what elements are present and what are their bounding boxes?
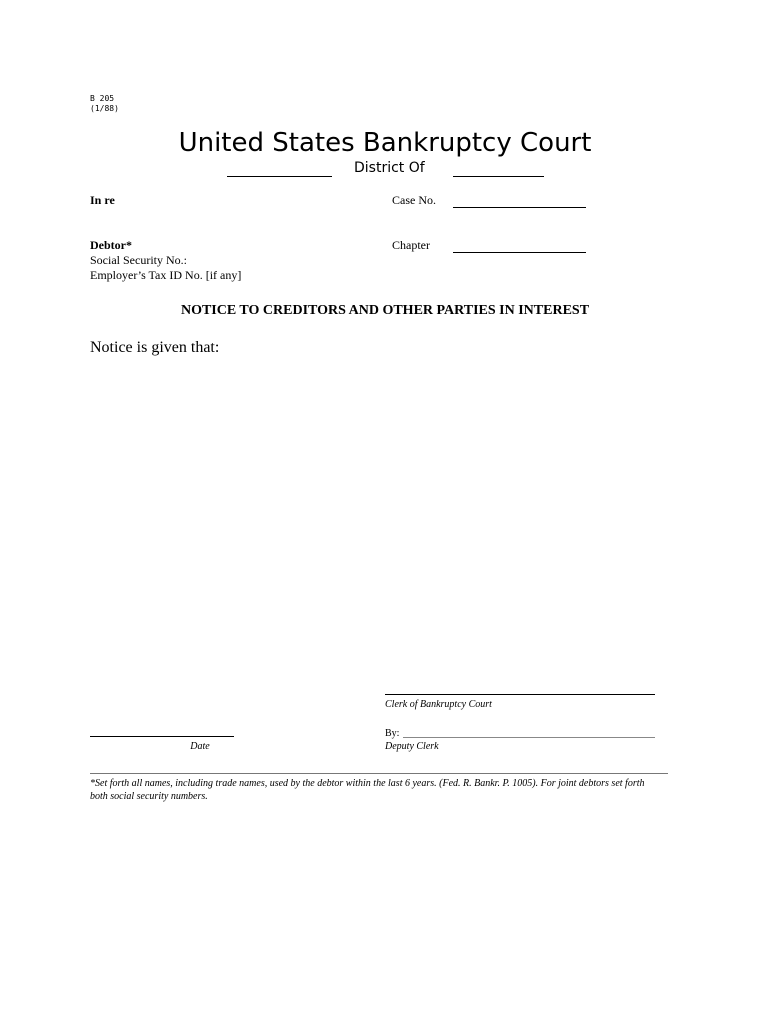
- form-number: B 205: [90, 94, 115, 103]
- deputy-signature-line[interactable]: [403, 737, 655, 738]
- case-no-blank[interactable]: [453, 207, 586, 208]
- date-line[interactable]: [90, 736, 234, 737]
- form-revision: (1/88): [90, 104, 119, 113]
- chapter-label: Chapter: [392, 238, 430, 252]
- chapter-blank[interactable]: [453, 252, 586, 253]
- clerk-label: Clerk of Bankruptcy Court: [385, 699, 492, 710]
- clerk-signature-line[interactable]: [385, 694, 655, 695]
- form-code: [90, 94, 119, 114]
- footnote-divider: [90, 773, 668, 774]
- district-label: District Of: [354, 160, 425, 176]
- notice-heading: NOTICE TO CREDITORS AND OTHER PARTIES IN INTEREST: [180, 303, 590, 318]
- district-blank-right: [453, 176, 544, 177]
- district-blank-left: [227, 176, 332, 177]
- date-label: Date: [190, 741, 210, 752]
- in-re-label: In re: [90, 193, 115, 207]
- notice-intro: Notice is given that:: [90, 339, 220, 356]
- footnote: *Set forth all names, including trade names, used by the debtor within the last 6 years. (Fed. R. Bankr. P. 1005). For joint debtors set forth both social security numbers.: [90, 778, 645, 802]
- case-no-label: Case No.: [392, 193, 436, 207]
- debtor-label: Debtor*: [90, 238, 132, 252]
- ssn-label: Social Security No.:: [90, 253, 187, 267]
- tax-id-label: Employer’s Tax ID No. [if any]: [90, 268, 242, 282]
- deputy-label: Deputy Clerk: [385, 741, 439, 752]
- by-label: By:: [385, 728, 400, 739]
- court-title: United States Bankruptcy Court: [178, 128, 592, 158]
